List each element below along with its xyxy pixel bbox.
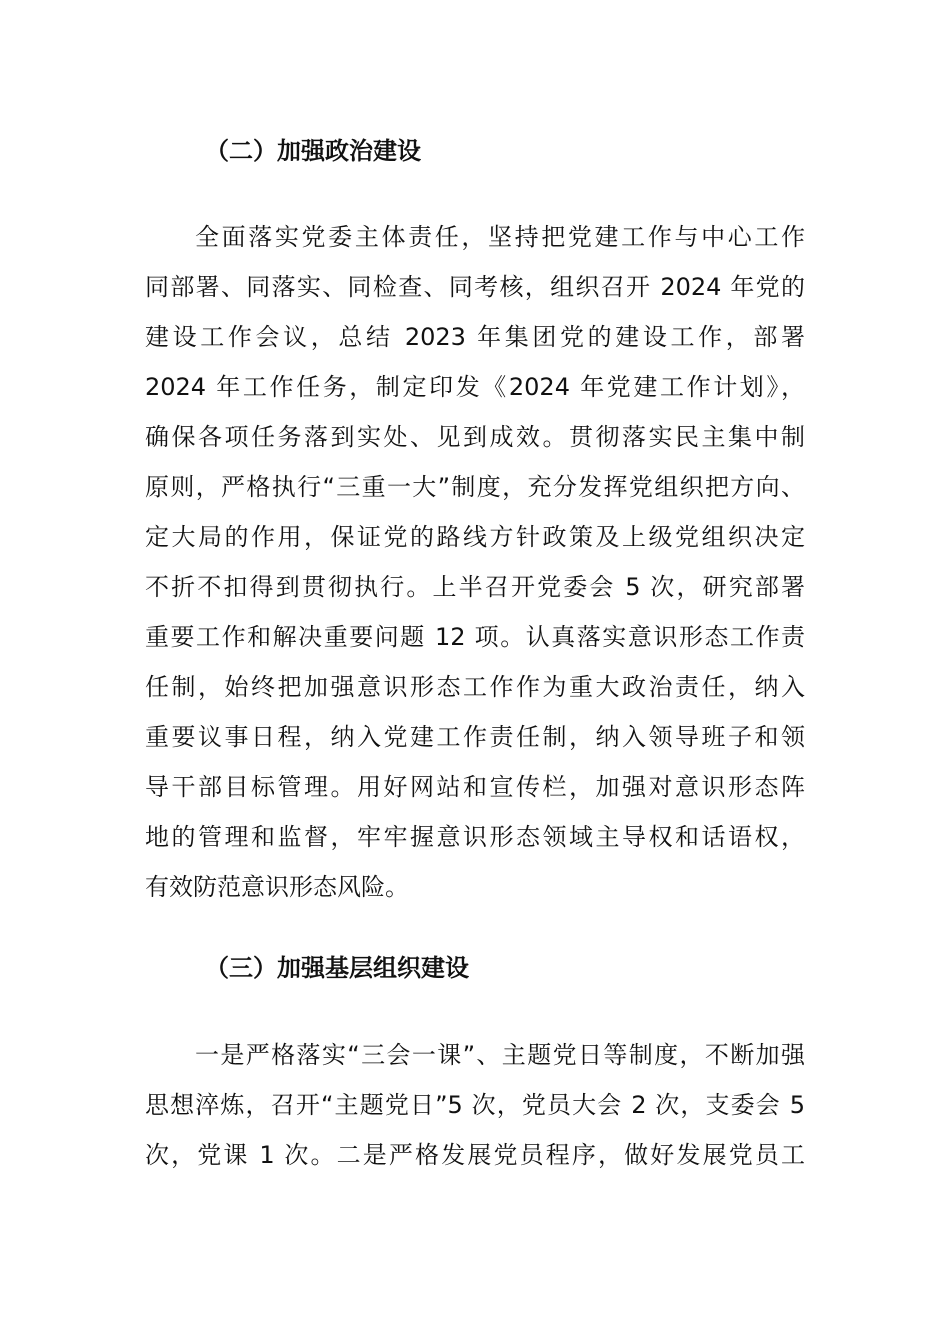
paragraph-line: 建设工作会议，总结 2023 年集团党的建设工作，部署 (145, 323, 805, 351)
paragraph-line: 次，党课 1 次。二是严格发展党员程序，做好发展党员工 (145, 1141, 805, 1169)
paragraph-line: 地的管理和监督，牢牢握意识形态领域主导权和话语权， (145, 823, 805, 851)
paragraph-line: 不折不扣得到贯彻执行。上半召开党委会 5 次，研究部署 (145, 573, 805, 601)
paragraph-political-construction (145, 212, 805, 912)
section-heading-political: （二）加强政治建设 (205, 137, 421, 165)
paragraph-line: 2024 年工作任务，制定印发《2024 年党建工作计划》， (145, 373, 805, 401)
paragraph-line: 原则，严格执行“三重一大”制度，充分发挥党组织把方向、 (145, 473, 805, 501)
paragraph-line: 一是严格落实“三会一课”、主题党日等制度，不断加强 (195, 1041, 805, 1069)
paragraph-line: 导干部目标管理。用好网站和宣传栏，加强对意识形态阵 (145, 773, 805, 801)
paragraph-line: 重要议事日程，纳入党建工作责任制，纳入领导班子和领 (145, 723, 805, 751)
paragraph-line: 重要工作和解决重要问题 12 项。认真落实意识形态工作责 (145, 623, 805, 651)
paragraph-line: 确保各项任务落到实处、见到成效。贯彻落实民主集中制 (145, 423, 805, 451)
paragraph-line: 定大局的作用，保证党的路线方针政策及上级党组织决定 (145, 523, 805, 551)
paragraph-line: 有效防范意识形态风险。 (145, 873, 409, 901)
paragraph-line: 同部署、同落实、同检查、同考核，组织召开 2024 年党的 (145, 273, 805, 301)
paragraph-line: 任制，始终把加强意识形态工作作为重大政治责任，纳入 (145, 673, 805, 701)
paragraph-line: 思想淬炼，召开“主题党日”5 次，党员大会 2 次，支委会 5 (145, 1091, 805, 1119)
section-heading-grassroots: （三）加强基层组织建设 (205, 954, 469, 982)
paragraph-line: 全面落实党委主体责任，坚持把党建工作与中心工作 (195, 223, 805, 251)
paragraph-grassroots-organization (145, 1030, 805, 1180)
